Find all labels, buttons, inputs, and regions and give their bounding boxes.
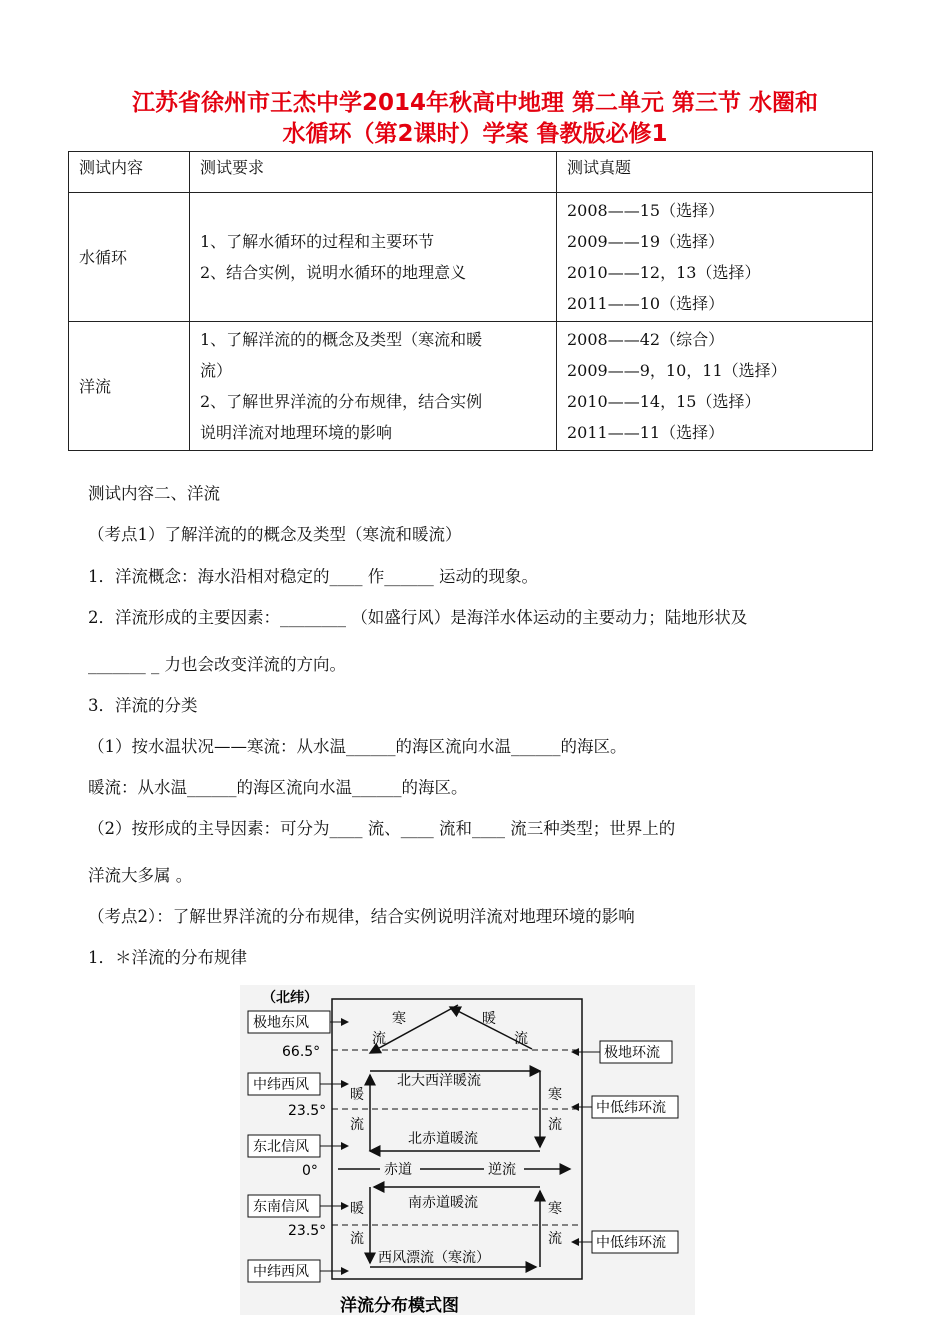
current-label: 逆流 [488,1162,516,1178]
exam-point-2: （考点2）：了解世界洋流的分布规律，结合实例说明洋流对地理环境的影响 [88,907,635,926]
cold-char: 寒 [392,1011,406,1027]
exam-line: 2009——9，10，11（选择） [567,361,787,380]
wind-label: 中纬西风 [253,1264,309,1280]
header-exams: 测试真题 [557,152,873,193]
question-line: 1．＊洋流的分布规律 [88,948,247,967]
exam-line: 2011——10（选择） [567,294,725,313]
flow-char: 流 [514,1031,528,1047]
current-label: 北赤道暖流 [408,1131,478,1147]
current-label: 北大西洋暖流 [397,1073,481,1089]
flow-char: 流 [372,1031,386,1047]
question-line: 2．洋流形成的主要因素：________ （如盛行风）是海洋水体运动的主要动力；陆地形状及 [88,608,748,627]
question-line: （2）按形成的主导因素：可分为____ 流、____ 流和____ 流三种类型；世界上的 [88,819,676,838]
row-content: 水循环 [69,193,190,322]
latitude-label: 23.5° [288,1103,327,1119]
exam-point-1: （考点1）了解洋流的的概念及类型（寒流和暖流） [88,525,462,544]
question-line: 1．洋流概念：海水沿相对稳定的____ 作______ 运动的现象。 [88,567,538,586]
requirement-line: 2、了解世界洋流的分布规律，结合实例 [200,392,483,411]
exam-line: 2010——12，13（选择） [567,263,761,282]
header-requirements: 测试要求 [190,152,557,193]
circulation-label: 中低纬环流 [596,1100,666,1116]
section-heading: 测试内容二、洋流 [88,484,220,503]
flow-char: 流 [548,1231,562,1247]
requirement-line: 1、了解水循环的过程和主要环节 [200,232,435,251]
current-label: 南赤道暖流 [408,1195,478,1211]
exam-line: 2008——42（综合） [567,330,725,349]
circulation-label: 中低纬环流 [596,1235,666,1251]
row-exams [557,193,873,322]
page-title [70,88,880,150]
wind-label: 极地东风 [253,1015,309,1031]
question-line: _______ _ 力也会改变洋流的方向。 [88,655,346,674]
flow-char: 流 [350,1231,364,1247]
circulation-label: 极地环流 [604,1045,660,1061]
exam-line: 2008——15（选择） [567,201,725,220]
warm-char: 暖 [482,1011,496,1027]
flow-char: 流 [350,1117,364,1133]
header-content: 测试内容 [69,152,190,193]
wind-label: 东南信风 [253,1199,309,1215]
row-requirements [190,193,557,322]
current-label: 赤道 [384,1162,412,1178]
exam-line: 2009——19（选择） [567,232,725,251]
ocean-current-diagram [240,985,700,1320]
exam-line: 2011——11（选择） [567,423,725,442]
cold-char: 寒 [548,1087,562,1103]
question-line: 暖流：从水温______的海区流向水温______的海区。 [88,778,468,797]
north-label: （北纬） [262,990,318,1006]
requirement-line: 1、了解洋流的的概念及类型（寒流和暖 [200,330,483,349]
requirement-line: 说明洋流对地理环境的影响 [200,423,393,442]
wind-label: 东北信风 [253,1139,309,1155]
wind-label: 中纬西风 [253,1077,309,1093]
latitude-label: 23.5° [288,1223,327,1239]
question-line: 3．洋流的分类 [88,696,198,715]
current-label: 西风漂流（寒流） [378,1250,490,1266]
row-content: 洋流 [69,322,190,451]
question-line: 洋流大多属 。 [88,866,193,885]
row-requirements [190,322,557,451]
requirement-line: 流） [200,361,233,380]
diagram-caption: 洋流分布模式图 [340,1296,459,1316]
warm-char: 暖 [350,1201,364,1217]
requirements-table [68,151,873,451]
row-exams [557,322,873,451]
title-line-1: 江苏省徐州市王杰中学2014年秋高中地理 第二单元 第三节 水圈和 [131,90,819,116]
title-line-2: 水循环（第2课时）学案 鲁教版必修1 [282,121,668,147]
question-line: （1）按水温状况——寒流：从水温______的海区流向水温______的海区。 [88,737,627,756]
exam-line: 2010——14，15（选择） [567,392,761,411]
latitude-label: 0° [302,1163,318,1179]
cold-char: 寒 [548,1201,562,1217]
flow-char: 流 [548,1117,562,1133]
requirement-line: 2、结合实例，说明水循环的地理意义 [200,263,467,282]
warm-char: 暖 [350,1087,364,1103]
latitude-label: 66.5° [282,1044,321,1060]
